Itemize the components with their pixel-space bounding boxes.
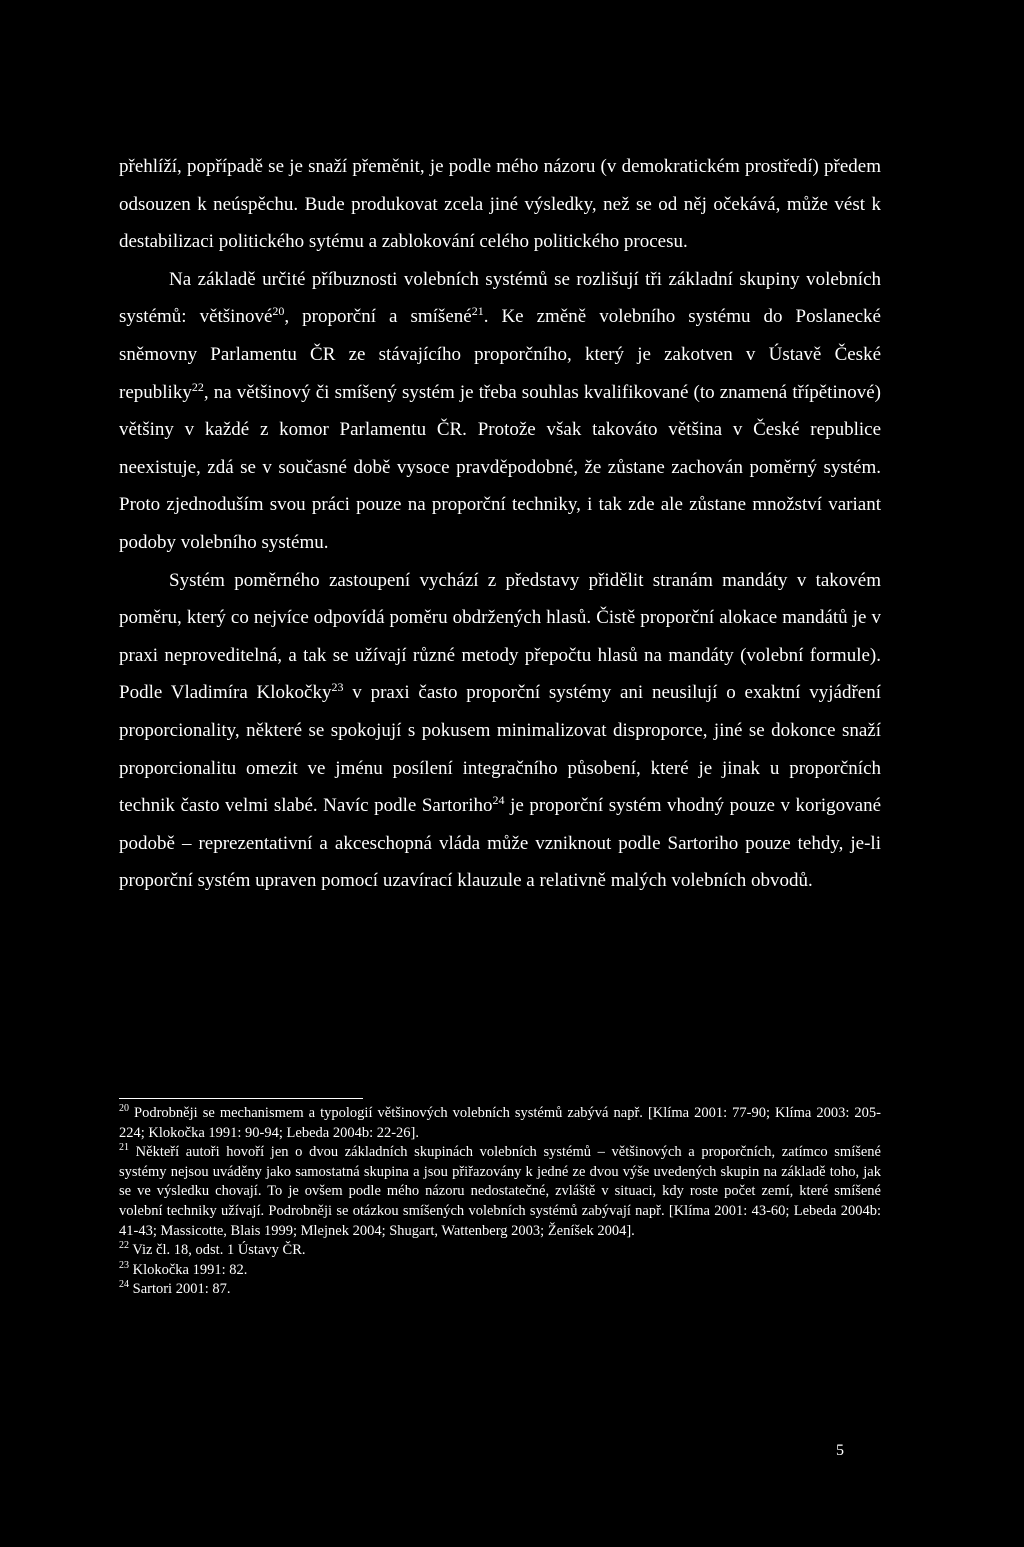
footnote-reference: 21: [471, 304, 484, 319]
footnote-text: Podrobněji se mechanismem a typologií většinových volebních systémů zabývá např. [Klíma 2001: 77-90; Klíma 2003: 205-224; Klokočka 1991: 90-94; Lebeda 2004b: 22-26].: [119, 1105, 881, 1141]
body-paragraph: [119, 148, 881, 261]
footnote: [119, 1104, 881, 1143]
footnote-text: Někteří autoři hovoří jen o dvou základních skupinách volebních systémů – většinových a proporčních, zatímco smíšené systémy nejsou uváděny jako samostatná skupina a jsou přiřazovány k jedné ze dvou výše uvedených skupin na základě toho, jak se ve výsledku chovají. To je ovšem podle mého názoru nedostatečné, zvláště v situaci, kdy roste počet zemí, které smíšené volební techniky užívají. Podrobněji se otázkou smíšených volebních systémů zabývají např. [Klíma 2001: 43-60; Lebeda 2004b: 41-43; Massicotte, Blais 1999; Mlejnek 2004; Shugart, Wattenberg 2003; Ženíšek 2004].: [119, 1144, 881, 1239]
footnote-number: 22: [119, 1240, 129, 1252]
paragraph-text: v praxi často proporční systémy ani neusilují o exaktní vyjádření proporcionality, některé se spokojují s pokusem minimalizovat disproporce, jiné se dokonce snaží proporcionalitu omezit ve jménu posílení integračního působení, které je jinak u proporčních technik často velmi slabé. Navíc podle Sartoriho: [119, 682, 881, 817]
body-paragraph: [119, 562, 881, 900]
footnote-number: 24: [119, 1279, 129, 1291]
footnote-text: Sartori 2001: 87.: [129, 1281, 231, 1298]
paragraph-text: , proporční a smíšené: [284, 306, 472, 328]
footnote-separator: [119, 1098, 363, 1099]
footnote-number: 20: [119, 1103, 129, 1114]
paragraph-text: , na většinový či smíšený systém je třeba souhlas kvalifikované (to znamená třípětinové) většiny v každé z komor Parlamentu ČR. Protože však takováto většina v České republice neexistuje, zdá se v současné době vysoce pravděpodobné, že zůstane zachován poměrný systém. Proto zjednoduším svou práci pouze na proporční techniky, i tak zde ale zůstane množství variant podoby volebního systému.: [119, 381, 881, 553]
footnote: [119, 1241, 881, 1261]
paragraph-text: Na základě určité příbuznosti volebních systémů se rozlišují tři základní skupiny volebních systémů: většinové: [119, 268, 881, 328]
footnote-text: Klokočka 1991: 82.: [129, 1261, 248, 1278]
footnote-text: Viz čl. 18, odst. 1 Ústavy ČR.: [129, 1242, 306, 1259]
footnotes: [119, 1104, 881, 1300]
body-paragraph: [119, 261, 881, 562]
paragraph-text: je proporční systém vhodný pouze v korigované podobě – reprezentativní a akceschopná vláda může vzniknout podle Sartoriho pouze tehdy, je-li proporční systém upraven pomocí uzavírací klauzule a relativně malých volebních obvodů.: [119, 795, 882, 892]
footnote-reference: 20: [272, 304, 285, 319]
footnote-number: 21: [119, 1142, 129, 1154]
footnote: [119, 1280, 881, 1300]
paragraph-text: přehlíží, popřípadě se je snaží přeměnit, je podle mého názoru (v demokratickém prostředí) předem odsouzen k neúspěchu. Bude produkovat zcela jiné výsledky, než se od něj očekává, může vést k destabilizaci politického sytému a zablokování celého politického procesu.: [119, 156, 881, 253]
footnote: [119, 1143, 881, 1241]
paragraph-text: . Ke změně volebního systému do Poslanecké sněmovny Parlamentu ČR ze stávajícího proporčního, který je zakotven v Ústavě České republiky: [119, 306, 881, 403]
footnote-reference: 24: [492, 793, 505, 808]
paragraph-text: Systém poměrného zastoupení vychází z představy přidělit stranám mandáty v takovém poměru, který co nejvíce odpovídá poměru obdržených hlasů. Čistě proporční alokace mandátů je v praxi neproveditelná, a tak se užívají různé metody přepočtu hlasů na mandáty (volební formule). Podle Vladimíra Klokočky: [119, 569, 881, 704]
page-number: 5: [836, 1442, 844, 1459]
body-text: [119, 148, 881, 900]
footnote-reference: 23: [331, 680, 344, 695]
footnote: [119, 1261, 881, 1281]
footnote-number: 23: [119, 1259, 129, 1271]
footnote-reference: 22: [191, 379, 204, 394]
